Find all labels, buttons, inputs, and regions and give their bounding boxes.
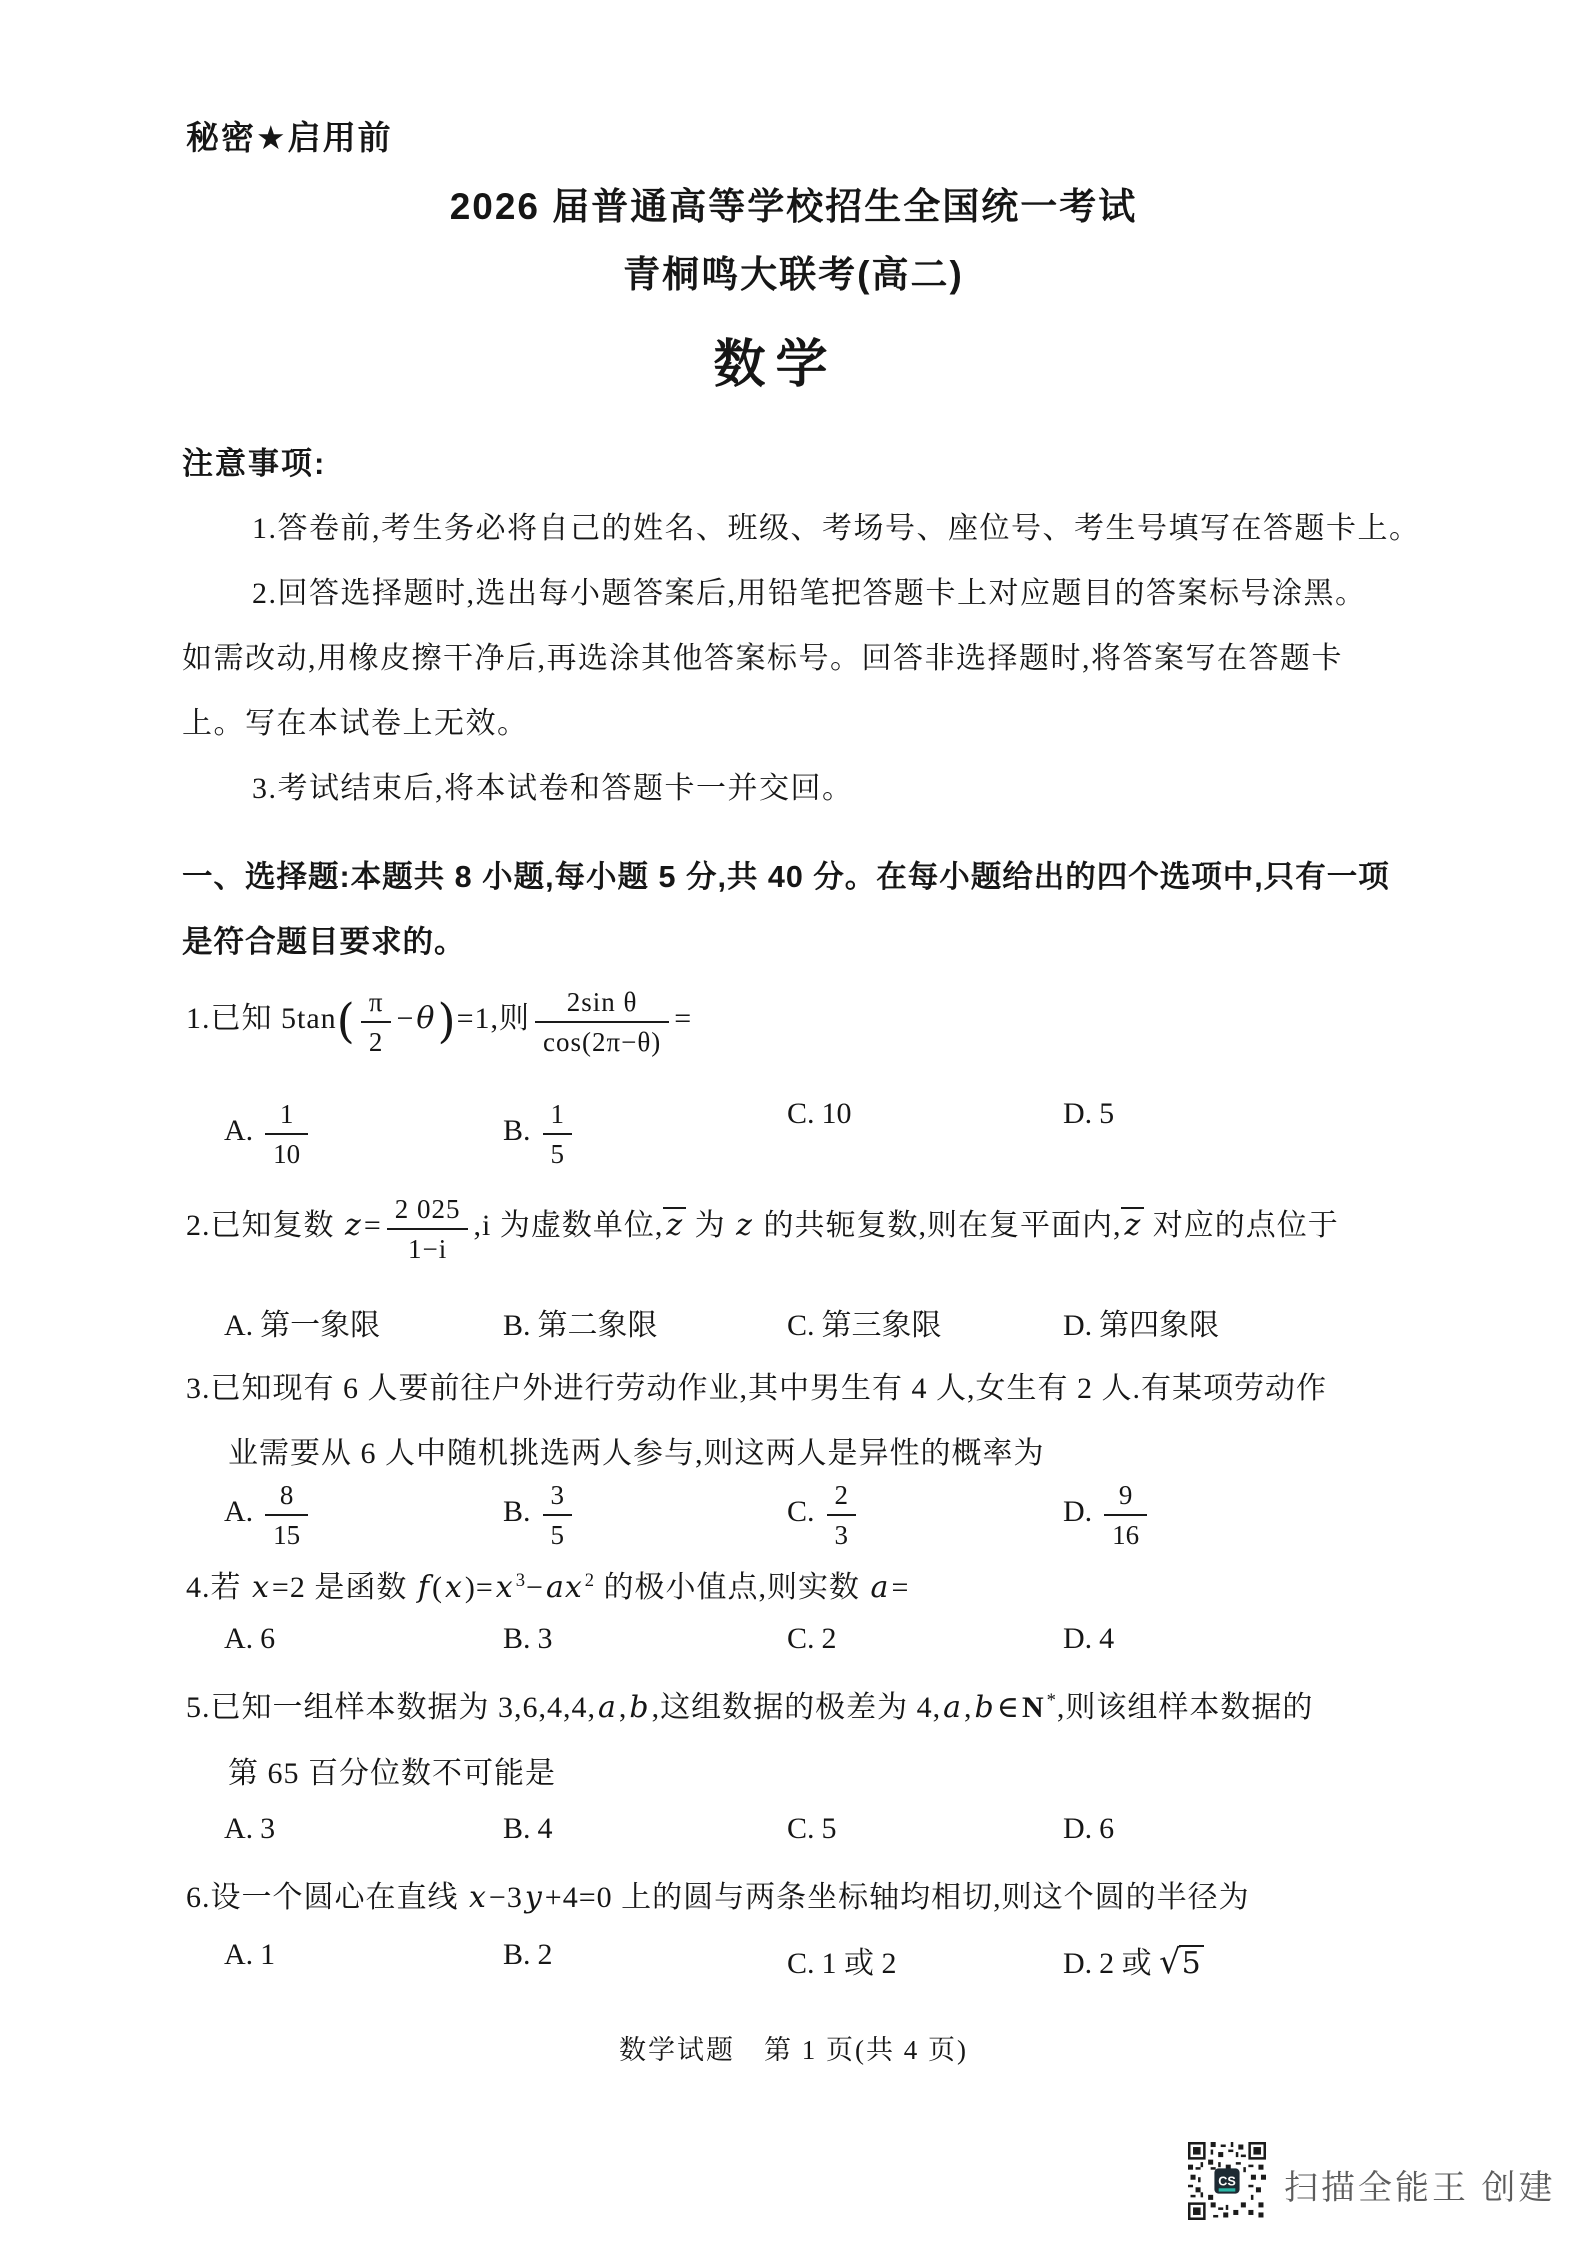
text-segment: ,这组数据的极差为 4, [651, 1691, 942, 1724]
math-variable: b [629, 1690, 650, 1725]
option-label: B. [503, 1309, 531, 1342]
option-label: D. [1063, 1309, 1093, 1342]
option-label: C. [787, 1947, 815, 1980]
math-variable: a [870, 1570, 890, 1605]
text-segment: 2 [821, 1622, 837, 1655]
question-5-option-D [1063, 1812, 1114, 1846]
fraction-denominator: 15 [273, 1520, 301, 1551]
fraction-denominator: 5 [550, 1139, 565, 1170]
fraction-numerator: 2 025 [387, 1192, 469, 1230]
math-variable: f [417, 1570, 430, 1605]
text-segment: 4.若 [186, 1571, 250, 1604]
text-segment: 6 [1099, 1812, 1115, 1845]
option-label: A. [224, 1309, 254, 1342]
math-variable: y [524, 1880, 543, 1915]
text-segment: 2 或 [1099, 1947, 1160, 1980]
text-segment: 第二象限 [537, 1309, 658, 1342]
question-2-options [0, 1300, 1587, 1344]
option-label: D. [1063, 1495, 1093, 1529]
text-segment: ,则该组样本数据的 [1056, 1691, 1314, 1724]
page-footer: 数学试题 第 1 页(共 4 页) [619, 2035, 968, 2065]
text-segment: +4=0 上的圆与两条坐标轴均相切,则这个圆的半径为 [544, 1881, 1250, 1914]
text-segment: = [363, 1209, 382, 1243]
text-segment: 1.已知 5tan [186, 1002, 337, 1036]
question-1-options [0, 1097, 1587, 1170]
fraction [535, 985, 669, 1057]
fraction [265, 1478, 308, 1550]
text-segment: 第一象限 [260, 1309, 381, 1342]
fraction-denominator: 16 [1112, 1520, 1140, 1551]
option-label: A. [224, 1812, 254, 1845]
math-variable: z [736, 1208, 753, 1244]
question-4-option-C [787, 1622, 837, 1656]
question-6-options [0, 1938, 1587, 1982]
math-variable: z [345, 1208, 362, 1244]
option-label: D. [1063, 1947, 1093, 1980]
question-5-options [0, 1812, 1587, 1856]
question-3-stem-line-2 [228, 1428, 1045, 1472]
scanner-watermark: 扫描全能王 创建 [1284, 2169, 1556, 2207]
note-line-4: 上。写在本试卷上无效。 [182, 707, 529, 740]
fraction-denominator: 10 [273, 1139, 301, 1170]
option-label: B. [503, 1495, 531, 1529]
square-root [1159, 1942, 1204, 1981]
question-4-option-D [1063, 1622, 1114, 1656]
question-3-option-C [787, 1478, 861, 1550]
text-segment: 第四象限 [1099, 1309, 1220, 1342]
fraction [265, 1097, 308, 1169]
overlined-variable: z [1121, 1207, 1144, 1242]
note-line-2: 2.回答选择题时,选出每小题答案后,用铅笔把答题卡上对应题目的答案标号涂黑。 [252, 577, 1367, 610]
exam-title-line2: 青桐鸣大联考(高二) [623, 254, 964, 295]
math-variable: x [444, 1570, 463, 1605]
option-label: B. [503, 1812, 531, 1845]
fraction-denominator: 2 [368, 1027, 384, 1058]
exam-title-line1: 2026 届普通高等学校招生全国统一考试 [449, 186, 1138, 227]
option-label: D. [1063, 1812, 1093, 1845]
text-segment: 为 [686, 1209, 735, 1243]
section-heading-line2: 是符合题目要求的。 [182, 925, 466, 959]
fraction [543, 1097, 573, 1169]
option-label: B. [503, 1622, 531, 1655]
large-parenthesis: ( [336, 994, 356, 1049]
question-6-option-A [224, 1938, 275, 1972]
question-2-stem-line-1 [186, 1192, 1339, 1264]
text-segment: 业需要从 6 人中随机挑选两人参与,则这两人是异性的概率为 [228, 1437, 1045, 1470]
math-variable: a [943, 1690, 962, 1725]
text-segment: −3 [488, 1881, 523, 1914]
option-label: D. [1063, 1622, 1093, 1655]
subject-title: 数学 [713, 336, 838, 394]
math-variable: θ [416, 1001, 436, 1037]
math-variable: x [469, 1880, 487, 1915]
math-variable: x [252, 1570, 270, 1605]
question-4-options [0, 1622, 1587, 1666]
superscript: 2 [584, 1570, 596, 1591]
question-6-option-D [1063, 1938, 1204, 1982]
superscript: * [1046, 1690, 1057, 1711]
fraction-numerator: 2sin θ [535, 985, 669, 1023]
text-segment: 10 [821, 1097, 852, 1130]
text-segment: =2 是函数 [271, 1571, 416, 1604]
question-1-option-C [787, 1097, 852, 1131]
fraction [387, 1192, 469, 1264]
text-segment: − [526, 1571, 544, 1604]
classification-label: 秘密★启用前 [186, 119, 393, 156]
notes-heading: 注意事项: [182, 446, 327, 481]
fraction-numerator: 2 [827, 1478, 857, 1516]
text-segment: )= [464, 1571, 494, 1604]
question-6-stem-line-1 [186, 1872, 1250, 1916]
text-segment: , [618, 1691, 628, 1724]
option-label: C. [787, 1622, 815, 1655]
option-label: D. [1063, 1097, 1093, 1130]
fraction-numerator: π [361, 985, 392, 1023]
question-1-option-A [224, 1097, 313, 1169]
fraction-denominator: cos(2π−θ) [543, 1027, 662, 1058]
text-segment: ,i 为虚数单位, [473, 1209, 664, 1243]
text-segment: 5 [1099, 1097, 1115, 1130]
text-segment: 第 65 百分位数不可能是 [228, 1757, 556, 1790]
text-segment: = [891, 1571, 910, 1604]
note-line-3: 如需改动,用橡皮擦干净后,再选涂其他答案标号。回答非选择题时,将答案写在答题卡 [182, 642, 1343, 675]
section-heading-line1: 一、选择题:本题共 8 小题,每小题 5 分,共 40 分。在每小题给出的四个选项中,只有一项 [182, 860, 1390, 894]
option-label: C. [787, 1097, 815, 1130]
question-4-stem-line-1 [186, 1562, 909, 1606]
qr-center-label: CS [1218, 2174, 1236, 2189]
question-5-option-A [224, 1812, 275, 1846]
text-segment: ∈ [996, 1691, 1020, 1724]
question-3-option-B [503, 1478, 577, 1550]
question-3-option-D [1063, 1478, 1152, 1550]
text-segment: 5 [821, 1812, 837, 1845]
question-4-option-A [224, 1622, 275, 1656]
overlined-variable: z [663, 1207, 686, 1242]
fraction [827, 1478, 857, 1550]
question-3-option-A [224, 1478, 313, 1550]
text-segment: 的极小值点,则实数 [595, 1571, 869, 1604]
math-variable: a [598, 1690, 617, 1725]
math-variable: b [974, 1690, 995, 1725]
fraction-denominator: 5 [550, 1520, 565, 1551]
question-3-stem-line-1 [186, 1363, 1327, 1407]
question-4-option-B [503, 1622, 553, 1656]
option-label: A. [224, 1622, 254, 1655]
large-parenthesis: ) [437, 994, 457, 1049]
question-2-option-A [224, 1300, 380, 1344]
text-segment: = [674, 1002, 693, 1036]
text-segment: 第三象限 [821, 1309, 942, 1342]
qr-code [1188, 2142, 1266, 2220]
question-1-stem-line-1 [186, 985, 692, 1057]
option-label: A. [224, 1938, 254, 1971]
question-1-option-D [1063, 1097, 1114, 1131]
text-segment: 6.设一个圆心在直线 [186, 1881, 467, 1914]
question-5-stem-line-2 [228, 1748, 556, 1792]
fraction-numerator: 3 [543, 1478, 573, 1516]
math-variable: ax [545, 1570, 583, 1605]
question-5-option-C [787, 1812, 837, 1846]
question-6-option-B [503, 1938, 553, 1972]
note-line-5: 3.考试结束后,将本试卷和答题卡一并交回。 [252, 772, 854, 805]
fraction-denominator: 3 [834, 1520, 849, 1551]
option-label: B. [503, 1938, 531, 1971]
superscript: 3 [515, 1570, 527, 1591]
text-segment: , [964, 1691, 973, 1724]
option-label: B. [503, 1114, 531, 1148]
text-segment: 的共轭复数,则在复平面内, [754, 1209, 1122, 1243]
text-segment: 2.已知复数 [186, 1209, 343, 1243]
question-2-option-D [1063, 1300, 1219, 1344]
radicand: 5 [1179, 1945, 1204, 1980]
question-6-option-C [787, 1938, 897, 1982]
text-segment: =1,则 [456, 1002, 531, 1036]
fraction-numerator: 8 [265, 1478, 308, 1516]
fraction [543, 1478, 573, 1550]
question-2-option-C [787, 1300, 942, 1344]
text-segment: 5.已知一组样本数据为 3,6,4,4, [186, 1691, 596, 1724]
option-label: C. [787, 1309, 815, 1342]
question-5-option-B [503, 1812, 553, 1846]
text-segment: 3.已知现有 6 人要前往户外进行劳动作业,其中男生有 4 人,女生有 2 人.有某项劳动作 [186, 1372, 1327, 1405]
note-line-1: 1.答卷前,考生务必将自己的姓名、班级、考场号、座位号、考生号填写在答题卡上。 [252, 512, 1421, 545]
question-1-option-B [503, 1097, 577, 1169]
text-segment: ( [431, 1571, 443, 1604]
fraction-numerator: 1 [265, 1097, 308, 1135]
fraction-numerator: 1 [543, 1097, 573, 1135]
fraction-numerator: 9 [1104, 1478, 1147, 1516]
math-variable: x [495, 1570, 514, 1605]
fraction-denominator: 1−i [407, 1234, 448, 1265]
option-label: C. [787, 1495, 815, 1529]
text-segment: 1 [260, 1938, 276, 1971]
math-bold-symbol: N [1021, 1691, 1045, 1724]
question-2-option-B [503, 1300, 658, 1344]
text-segment: − [396, 1002, 415, 1036]
text-segment: 对应的点位于 [1144, 1209, 1339, 1243]
question-5-stem-line-1 [186, 1682, 1313, 1726]
question-3-options [0, 1478, 1587, 1551]
fraction [1104, 1478, 1147, 1550]
text-segment: 1 或 2 [821, 1947, 897, 1980]
option-label: A. [224, 1495, 254, 1529]
fraction [361, 985, 392, 1057]
option-label: A. [224, 1114, 254, 1148]
text-segment: 4 [1099, 1622, 1115, 1655]
option-label: C. [787, 1812, 815, 1845]
text-segment: 3 [537, 1622, 553, 1655]
text-segment: 6 [260, 1622, 276, 1655]
text-segment: 2 [537, 1938, 553, 1971]
text-segment: 4 [537, 1812, 553, 1845]
text-segment: 3 [260, 1812, 276, 1845]
radical-sign: √ [1159, 1942, 1181, 1981]
